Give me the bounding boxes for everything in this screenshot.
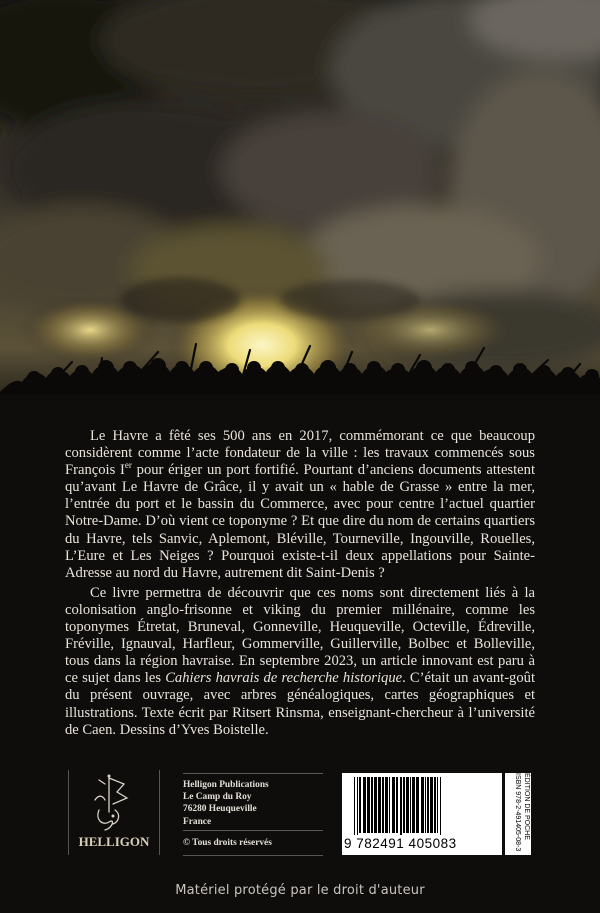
- barcode-digits: 9 782491 405083: [344, 836, 457, 851]
- svg-text:HELLIGON: HELLIGON: [78, 834, 150, 849]
- barcode-bar: [371, 777, 373, 833]
- barcode-bar: [406, 777, 409, 833]
- publisher-country: France: [183, 816, 212, 827]
- barcode-bar: [389, 777, 390, 833]
- barcode-bar: [427, 777, 429, 833]
- blurb-paragraph-1: Le Havre a fêté ses 500 ans en 2017, commémorant ce que beaucoup considèrent comme l’acte fondateur de la ville : les travaux commencés sous François Ier pour ériger un port fortifié. Pourtant d’anciens documents attestent qu’avant Le Havre de Grâce, il y avait un « hable de Grasse » entre la mer, l’entrée du port et le bassin du Commerce, avec pour centre l’actuel quartier Notre-Dame. D’où vient ce toponyme ? Et que dire du nom de certains quartiers du Havre, tels Sanvic, Aplemont, Bléville, Tourneville, Ingouville, Rouelles, L’Eure et Les Neiges ? Pourquoi existe-t-il deux appellations pour Sainte-Adresse au nord du Havre, autrement dit Saint-Denis ?: [65, 428, 535, 581]
- barcode-bar: [410, 777, 411, 833]
- isbn-barcode: [342, 773, 502, 855]
- publisher-logo-box: [68, 770, 160, 855]
- barcode-bar: [437, 777, 438, 833]
- barcode-bar: [440, 777, 441, 835]
- divider-top: [183, 773, 323, 774]
- barcode-bar: [400, 777, 402, 835]
- publisher-postcode-city: 76280 Heuqueville: [183, 804, 257, 815]
- publisher-address: [183, 779, 269, 828]
- barcode-bar: [359, 777, 361, 833]
- divider-middle: [183, 830, 323, 831]
- barcode-bar: [357, 777, 358, 835]
- barcode-bar: [412, 777, 415, 833]
- blurb-paragraph-2: Ce livre permettra de découvrir que ces noms sont directement liés à la colonisation anglo-frisonne et viking du premier millénaire, comme les toponymes Étretat, Bruneval, Gonneville, Heuqueville, Octeville, Édreville, Fréville, Ignauval, Harfleur, Gommerville, Guillerville, Bolbec et Bolleville, tous dans la région havraise. En septembre 2023, un article innovant est paru à ce sujet dans les Cahiers havrais de recherche historique. C’était un avant-goût du présent ouvrage, avec arbres généalogiques, cartes géographiques et illustrations. Texte écrit par Ritsert Rinsma, enseignant-chercheur à l’université de Caen. Dessins d’Yves Boistelle.: [65, 584, 535, 738]
- barcode-bar: [363, 777, 366, 833]
- rights-notice: © Tous droits réservés: [183, 838, 272, 848]
- journal-title: Cahiers havrais de recherche historique: [165, 670, 403, 687]
- isbn-number: ISBN 978-2-491405-08-3: [514, 773, 521, 852]
- barcode-bar: [421, 777, 424, 833]
- isbn-side-label: [505, 773, 531, 855]
- barcode-bar: [430, 777, 433, 833]
- barcode-bar: [374, 777, 377, 833]
- barcode-bar: [382, 777, 384, 833]
- publisher-street: Le Camp du Roy: [183, 792, 252, 803]
- barcode-bar: [396, 777, 398, 833]
- publisher-name: Helligon Publications: [183, 780, 269, 790]
- barcode-bars: [342, 773, 502, 835]
- viking-ship-logo-icon: [69, 770, 159, 855]
- barcode-bar: [434, 777, 436, 833]
- barcode-bar: [425, 777, 426, 833]
- barcode-bar: [367, 777, 370, 833]
- copyright-watermark-bottom: Matériel protégé par le droit d'auteur: [175, 883, 425, 898]
- cover-illustration: [0, 0, 600, 410]
- back-cover-blurb: [65, 428, 535, 739]
- barcode-bar: [416, 777, 419, 833]
- barcode-bar: [392, 777, 395, 833]
- barcode-bar: [378, 777, 381, 833]
- barcode-bar: [385, 777, 388, 833]
- edition-label: ÉDITION DE POCHE: [523, 773, 530, 840]
- divider-bottom: [183, 855, 323, 856]
- barcode-bar: [354, 777, 355, 835]
- barcode-bar: [403, 777, 405, 833]
